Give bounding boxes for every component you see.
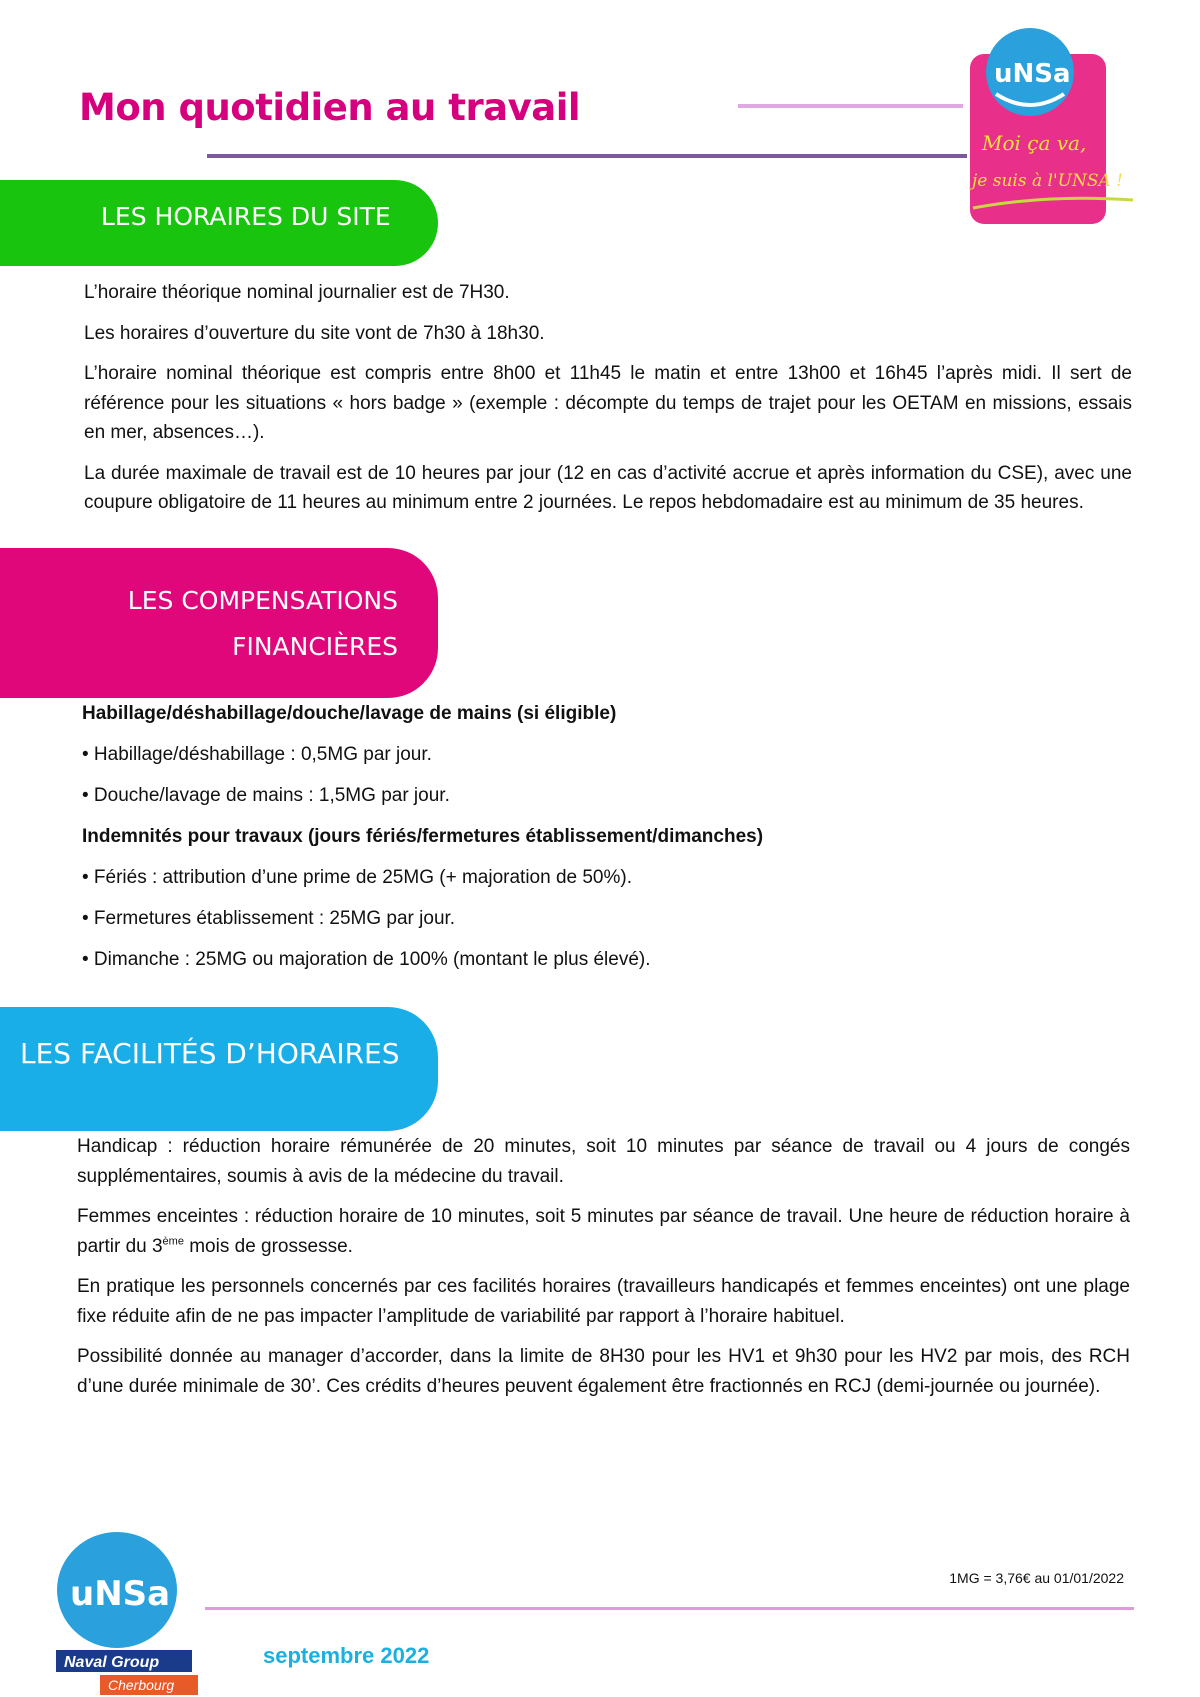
paragraph: Handicap : réduction horaire rémunérée de 20 minutes, soit 10 minutes par séance de travail ou 4 jours de congés supplémentaires, soumis à avis de la médecine du travail. xyxy=(77,1136,1130,1187)
section-horaires xyxy=(0,266,1200,518)
list-item: • Dimanche : 25MG ou majoration de 100% (montant le plus élevé). xyxy=(82,948,651,970)
section-title: LES FACILITÉS D’HORAIRES xyxy=(20,1037,400,1070)
list-item: • Fériés : attribution d’une prime de 25MG (+ majoration de 50%). xyxy=(82,866,632,888)
svg-text:Cherbourg: Cherbourg xyxy=(108,1677,175,1693)
paragraph: La durée maximale de travail est de 10 heures par jour (12 en cas d’activité accrue et après information du CSE), avec une coupure obligatoire de 11 heures au minimum entre 2 journées. Le repos hebdomadaire est au minimum de 35 heures. xyxy=(84,462,1132,513)
superscript: ème xyxy=(162,1235,184,1248)
svg-text:Naval Group: Naval Group xyxy=(64,1654,160,1671)
paragraph: Les horaires d’ouverture du site vont de 7h30 à 18h30. xyxy=(84,322,545,344)
section-banner-horaires xyxy=(0,180,438,266)
paragraph xyxy=(77,1202,1130,1261)
section-title-line: FINANCIÈRES xyxy=(232,631,398,661)
svg-text:uNSa: uNSa xyxy=(994,59,1071,89)
list-item: • Habillage/déshabillage : 0,5MG par jour. xyxy=(82,743,432,765)
text: Femmes enceintes : réduction horaire de 10 minutes, soit 5 minutes par séance de travail. Une heure de réduction horaire à partir du 3 xyxy=(77,1206,1130,1257)
svg-text:Moi ça va,: Moi ça va, xyxy=(982,131,1087,155)
section-banner-compensations xyxy=(0,548,438,698)
page-title: Mon quotidien au travail xyxy=(79,86,581,129)
content xyxy=(0,180,1200,1412)
unsa-naval-group-logo xyxy=(52,1530,202,1697)
section-facilites xyxy=(0,1131,1200,1401)
section-title: LES HORAIRES DU SITE xyxy=(101,202,391,231)
paragraph: En pratique les personnels concernés par ces facilités horaires (travailleurs handicapés et femmes enceintes) ont une plage fixe réduite afin de ne pas impacter l’amplitude de variabilité par rapport à l’horaire habituel. xyxy=(77,1276,1130,1327)
divider xyxy=(738,104,963,108)
text: mois de grossesse. xyxy=(183,1235,353,1257)
section-banner-facilites xyxy=(0,1007,438,1131)
paragraph: Possibilité donnée au manager d’accorder, dans la limite de 8H30 pour les HV1 et 9h30 pour les HV2 par mois, des RCH d’une durée minimale de 30’. Ces crédits d’heures peuvent également être fractionnés en RCJ (demi-journée ou journée). xyxy=(77,1346,1130,1397)
footer-date: septembre 2022 xyxy=(263,1643,430,1668)
svg-text:je suis à l'UNSA !: je suis à l'UNSA ! xyxy=(972,171,1123,191)
svg-text:uNSa: uNSa xyxy=(70,1574,171,1614)
mg-note: 1MG = 3,76€ au 01/01/2022 xyxy=(949,1570,1124,1586)
subheading: Indemnités pour travaux (jours fériés/fermetures établissement/dimanches) xyxy=(82,825,764,847)
list-item: • Douche/lavage de mains : 1,5MG par jour. xyxy=(82,784,450,806)
divider xyxy=(207,154,967,158)
paragraph: L’horaire nominal théorique est compris entre 8h00 et 11h45 le matin et entre 13h00 et 16h45 l’après midi. Il sert de référence pour les situations « hors badge » (exemple : décompte du temps de trajet pour les OETAM en missions, essais en mer, absences…). xyxy=(84,363,1132,443)
paragraph: L’horaire théorique nominal journalier est de 7H30. xyxy=(84,282,510,303)
subheading: Habillage/déshabillage/douche/lavage de mains (si éligible) xyxy=(82,702,617,724)
divider xyxy=(205,1607,1134,1610)
section-compensations xyxy=(0,698,1200,975)
list-item: • Fermetures établissement : 25MG par jour. xyxy=(82,907,456,929)
section-title-line: LES COMPENSATIONS xyxy=(127,585,398,615)
